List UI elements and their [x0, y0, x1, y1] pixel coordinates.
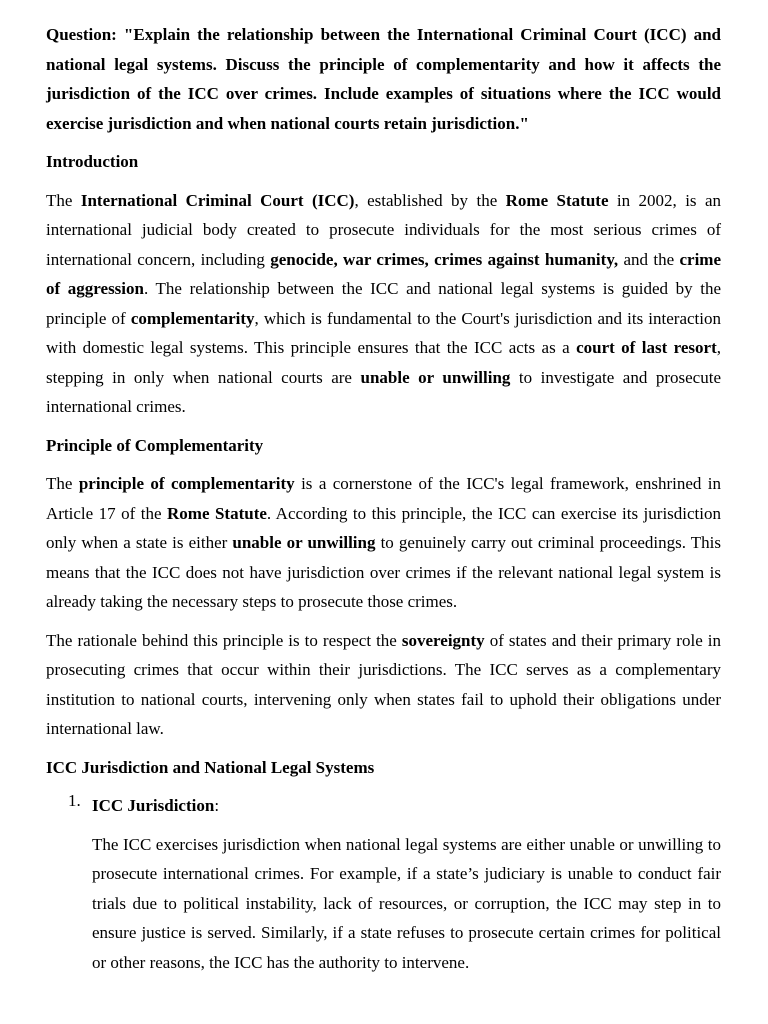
list-item — [46, 791, 721, 977]
list-item-number: 1. — [68, 791, 81, 810]
list-item-body: The ICC exercises jurisdiction when national legal systems are either unable or unwilling to prosecute international crimes. For example, if a state’s judiciary is unable to conduct fair trials due to political instability, lack of resources, or corruption, the ICC may step in to ensure justice is served. Similarly, if a state refuses to prosecute certain crimes for political or other reasons, the ICC has the authority to intervene. — [92, 834, 721, 972]
intro-bold-unable-unwilling: unable or unwilling — [360, 367, 511, 387]
complementarity-paragraph-1 — [46, 469, 721, 617]
document-page — [46, 20, 721, 986]
comp-bold-principle: principle of complementarity — [78, 474, 295, 493]
comp-text-3: . According to this principle, the ICC can exercise its jurisdiction only when a state is either — [46, 503, 721, 552]
question-paragraph: Question: "Explain the relationship between the International Criminal Court (ICC) and national legal systems. Discuss the principle of complementarity and how it affects the jurisdiction of the ICC over crimes. Include examples of situations where the ICC would exercise jurisdiction and when national courts retain jurisdiction." — [46, 25, 721, 133]
intro-bold-rome-statute: Rome Statute — [505, 190, 609, 210]
list-item-heading — [92, 791, 721, 821]
intro-text-2: , established by the — [354, 190, 506, 210]
jurisdiction-list — [46, 791, 721, 977]
introduction-heading: Introduction — [46, 152, 139, 171]
comp-text-4: to genuinely carry out criminal proceedings. This means that the ICC does not have jurisdiction over crimes if the relevant national legal system is already taking the necessary steps to prosecute those crimes. — [46, 533, 722, 611]
list-item-title: ICC Jurisdiction — [92, 796, 215, 815]
complementarity-paragraph-2 — [46, 626, 721, 744]
intro-text-5: . The relationship between the ICC and national legal systems is guided by the principle of — [46, 279, 721, 328]
intro-text-7: , stepping in only when national courts are — [46, 338, 722, 387]
intro-text-8: to investigate and prosecute international crimes. — [46, 367, 721, 416]
comp-text-2: is a cornerstone of the ICC's legal framework, enshrined in Article 17 of the — [46, 474, 722, 523]
comp2-text-2: of states and their primary role in prosecuting crimes that occur within their jurisdictions. The ICC serves as a complementary institution to national courts, intervening only when states fail to uphold their obligations under international law. — [46, 630, 721, 738]
intro-text-6: , which is fundamental to the Court's jurisdiction and its interaction with domestic legal systems. This principle ensures that the ICC acts as a — [46, 308, 721, 357]
intro-bold-icc: International Criminal Court (ICC) — [80, 190, 355, 210]
introduction-paragraph — [46, 186, 721, 422]
intro-bold-complementarity: complementarity — [130, 308, 255, 328]
comp-bold-unable-unwilling: unable or unwilling — [232, 533, 376, 552]
intro-text-3: in 2002, is an international judicial body created to prosecute individuals for the most serious crimes of international concern, including — [46, 190, 721, 269]
complementarity-heading: Principle of Complementarity — [46, 435, 264, 455]
comp-text-1: The — [46, 474, 79, 493]
intro-bold-last-resort: court of last resort — [576, 338, 717, 357]
intro-text-4: and the — [618, 249, 680, 269]
intro-bold-crimes: genocide, war crimes, crimes against humanity, — [270, 249, 619, 269]
intro-bold-aggression: crime of aggression — [46, 249, 722, 298]
comp2-bold-sovereignty: sovereignty — [401, 630, 485, 650]
comp-bold-rome-statute: Rome Statute — [167, 503, 267, 523]
comp2-text-1: The rationale behind this principle is to respect the — [46, 630, 402, 650]
list-item-title-suffix: : — [214, 796, 220, 815]
jurisdiction-heading: ICC Jurisdiction and National Legal Systems — [46, 757, 375, 777]
intro-text-1: The — [46, 190, 81, 210]
